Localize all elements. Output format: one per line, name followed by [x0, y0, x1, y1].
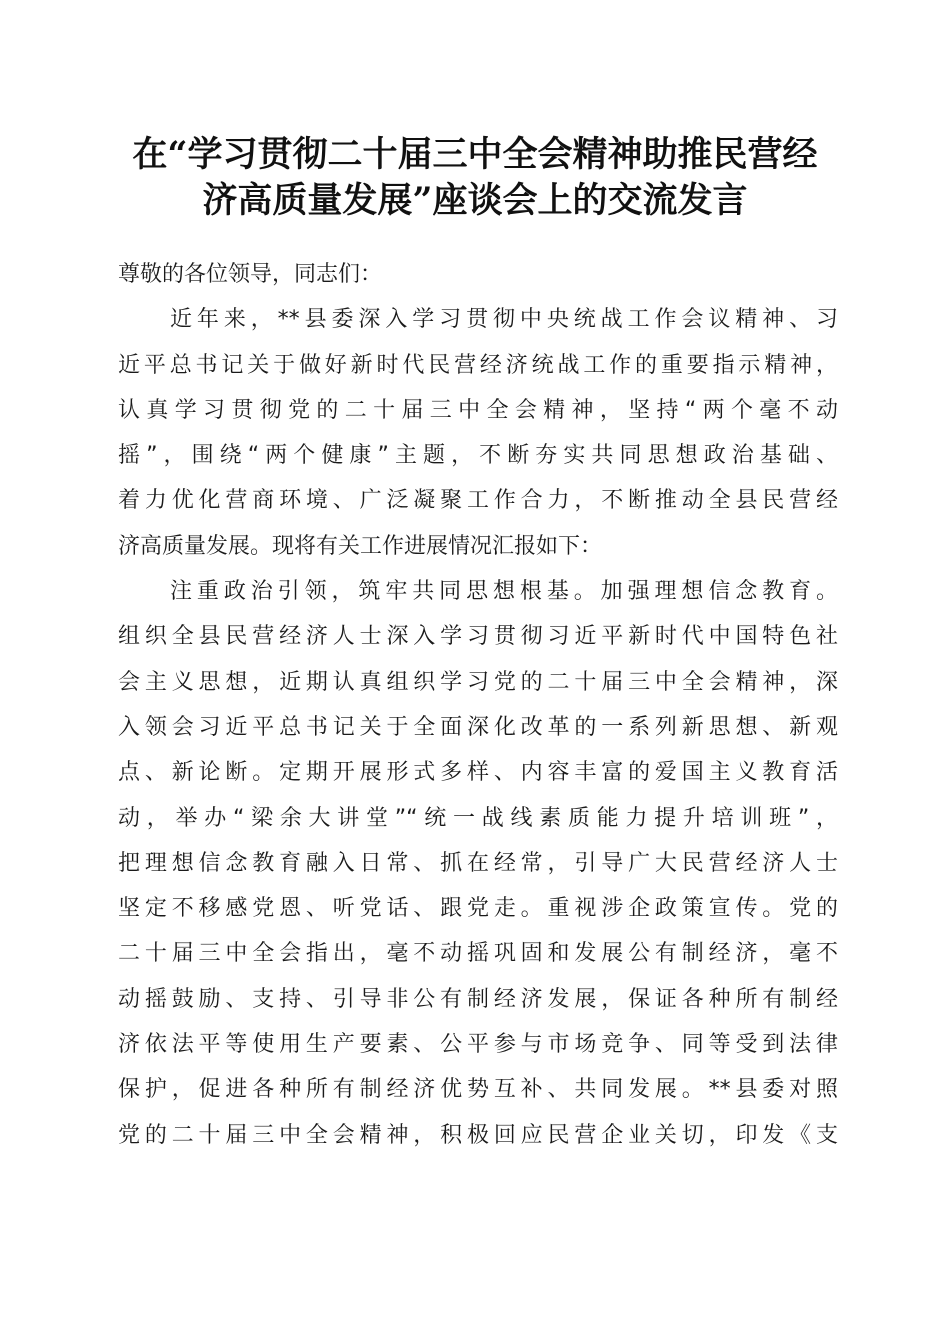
title-line-2: 济高质量发展”座谈会上的交流发言: [202, 180, 748, 221]
paragraph-2-line: 把理想信念教育融入日常、抓在经常，引导广大民营经济人士: [118, 850, 838, 876]
paragraph-2-line: 党的二十届三中全会精神，积极回应民营企业关切，印发《支: [118, 1122, 838, 1148]
paragraph-2-line: 会主义思想，近期认真组织学习党的二十届三中全会精神，深: [118, 669, 838, 695]
paragraph-2-line: 二十届三中全会指出，毫不动摇巩固和发展公有制经济，毫不: [118, 941, 838, 967]
title-line-1: 在“学习贯彻二十届三中全会精神助推民营经: [132, 134, 818, 175]
document-title: [100, 132, 850, 224]
paragraph-1-line: 摇”，围绕“两个健康”主题，不断夯实共同思想政治基础、: [118, 443, 838, 469]
paragraph-2-line: 动，举办“梁余大讲堂”“统一战线素质能力提升培训班”，: [118, 805, 838, 831]
paragraph-1-line: 着力优化营商环境、广泛凝聚工作合力，不断推动全县民营经: [118, 488, 838, 514]
paragraph-2-line: 动摇鼓励、支持、引导非公有制经济发展，保证各种所有制经: [118, 986, 838, 1012]
document-body: [118, 252, 838, 1158]
salutation: 尊敬的各位领导，同志们：: [118, 262, 383, 287]
paragraph-2: [118, 569, 838, 1158]
paragraph-1-line: 近平总书记关于做好新时代民营经济统战工作的重要指示精神，: [118, 352, 838, 378]
paragraph-1: [118, 297, 838, 569]
paragraph-2-line: 组织全县民营经济人士深入学习贯彻习近平新时代中国特色社: [118, 624, 838, 650]
paragraph-2-line: 保护，促进各种所有制经济优势互补、共同发展。**县委对照: [118, 1077, 838, 1103]
paragraph-1-line: 近年来，**县委深入学习贯彻中央统战工作会议精神、习: [170, 307, 838, 333]
paragraph-1-line: 认真学习贯彻党的二十届三中全会精神，坚持“两个毫不动: [118, 397, 838, 423]
paragraph-1-line: 济高质量发展。现将有关工作进展情况汇报如下：: [118, 533, 603, 559]
paragraph-2-line: 坚定不移感党恩、听党话、跟党走。重视涉企政策宣传。党的: [118, 896, 838, 922]
paragraph-2-line: 点、新论断。定期开展形式多样、内容丰富的爱国主义教育活: [118, 760, 838, 786]
paragraph-2-line: 注重政治引领，筑牢共同思想根基。加强理想信念教育。: [170, 579, 838, 605]
paragraph-2-line: 入领会习近平总书记关于全面深化改革的一系列新思想、新观: [118, 714, 838, 740]
paragraph-2-line: 济依法平等使用生产要素、公平参与市场竞争、同等受到法律: [118, 1032, 838, 1058]
